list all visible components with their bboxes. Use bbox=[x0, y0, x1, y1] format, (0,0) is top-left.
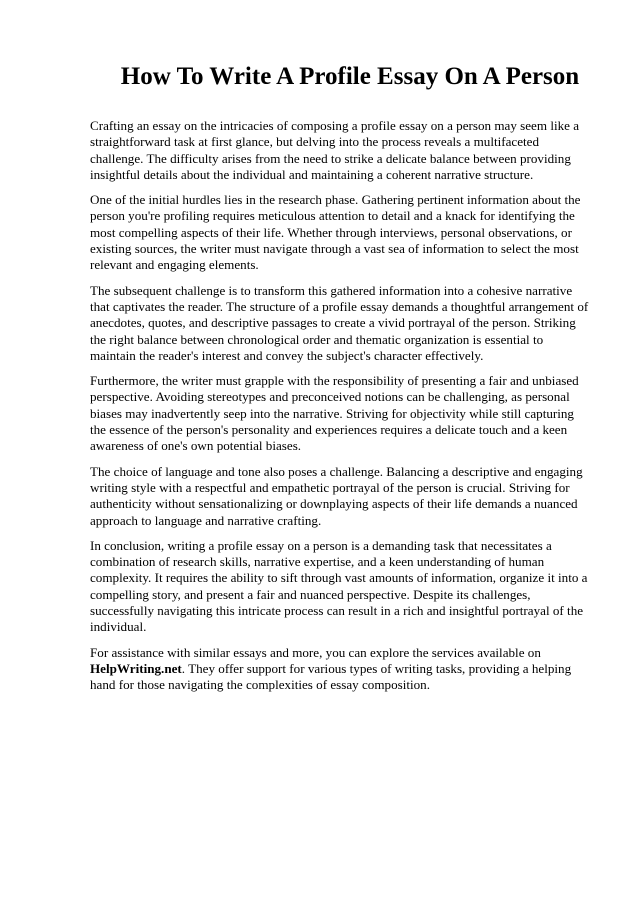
paragraph-research: One of the initial hurdles lies in the research phase. Gathering pertinent information about the person you're profiling requires meticulous attention to detail and a knack for identifying the most compelling aspects of their life. Whether through interviews, personal observations, or existing sources, the writer must navigate through a vast sea of information to select the most relevant and engaging elements. bbox=[90, 192, 581, 273]
paragraph-language: The choice of language and tone also poses a challenge. Balancing a descriptive and engaging writing style with a respectful and empathetic portrayal of the person is crucial. Striving for authenticity without sensationalizing or downplaying aspects of their life demands a nuanced approach to language and narrative crafting. bbox=[90, 463, 583, 528]
paragraph-closing bbox=[90, 645, 592, 694]
closing-text-before-link: For assistance with similar essays and more, you can explore the services available on bbox=[90, 644, 541, 660]
helpwriting-link[interactable]: HelpWriting.net bbox=[90, 660, 182, 676]
paragraph-objectivity: Furthermore, the writer must grapple with the responsibility of presenting a fair and unbiased perspective. Avoiding stereotypes and preconceived notions can be challenging, as personal biases may inadvertently seep into the narrative. Striving for objectivity while still capturing the essence of the person's personality and experiences requires a delicate touch and a keen awareness of one's own potential biases. bbox=[90, 373, 579, 454]
paragraph-narrative: The subsequent challenge is to transform this gathered information into a cohesive narrative that captivates the reader. The structure of a profile essay demands a thoughtful arrangement of anecdotes, quotes, and descriptive passages to create a vivid portrayal of the person. Striking the right balance between chronological order and thematic organization is essential to maintain the reader's interest and convey the subject's character effectively. bbox=[90, 282, 589, 363]
page-title: How To Write A Profile Essay On A Person bbox=[120, 63, 580, 90]
paragraph-conclusion: In conclusion, writing a profile essay on a person is a demanding task that necessitates a combination of research skills, narrative expertise, and a keen understanding of human complexity. It requires the ability to sift through vast amounts of information, organize it into a compelling story, and present a fair and nuanced perspective. Despite its challenges, successfully navigating this intricate process can result in a rich and insightful portrayal of the individual. bbox=[90, 537, 588, 635]
closing-text-after-link: . They offer support for various types of writing tasks, providing a helping hand for those navigating the complexities of essay composition. bbox=[90, 660, 572, 693]
paragraph-intro: Crafting an essay on the intricacies of composing a profile essay on a person may seem like a straightforward task at first glance, but delving into the process reveals a multifaceted challenge. The difficulty arises from the need to strike a delicate balance between providing insightful details about the individual and maintaining a coherent narrative structure. bbox=[90, 118, 580, 182]
